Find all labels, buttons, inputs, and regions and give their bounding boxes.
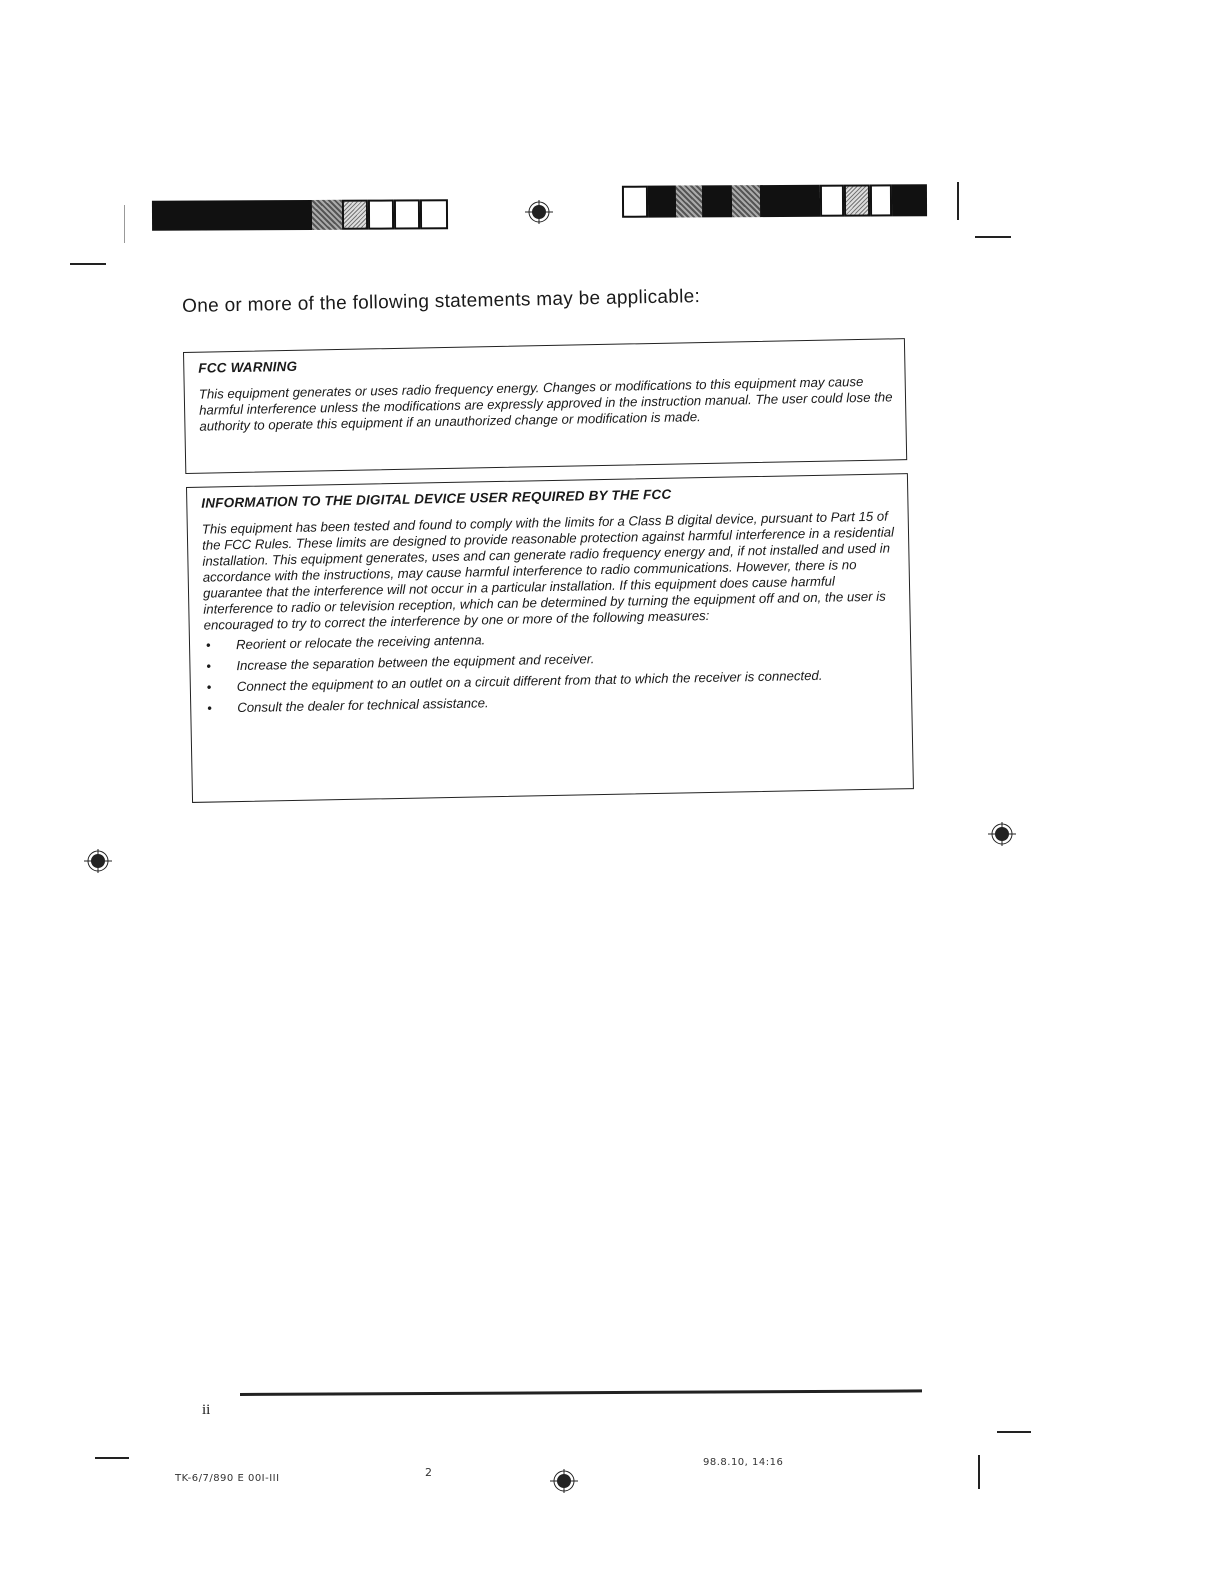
digital-device-info-box [186, 473, 914, 803]
registration-mark-icon [525, 198, 553, 226]
crop-mark [95, 1457, 129, 1459]
digital-device-body: This equipment has been tested and found to comply with the limits for a Class B digital device, pursuant to Part 15 of the FCC Rules. These limits are designed to provide reasonable protection against harmful interference in a residential installation. This equipment generates, uses and can generate radio frequency energy and, if not installed and used in accordance with the instructions, may cause harmful interference to radio communications. However, there is no guarantee that the interference will not occur in a particular installation. If this equipment does cause harmful interference to radio or television reception, which can be determined by turning the equipment off and on, the user is encouraged to try to correct the interference by one or more of the following measures: [201, 508, 895, 633]
crop-mark [975, 236, 1011, 238]
measures-list [204, 624, 899, 716]
registration-mark-icon [84, 847, 112, 875]
page-number: ii [202, 1402, 211, 1418]
registration-bar-right [622, 184, 927, 218]
registration-mark-icon [550, 1467, 578, 1495]
file-slug: TK-6/7/890 E 00I-III [175, 1473, 280, 1484]
print-timestamp: 98.8.10, 14:16 [703, 1457, 784, 1468]
crop-mark [978, 1455, 980, 1489]
crop-mark [997, 1431, 1031, 1433]
footer-rule [240, 1389, 922, 1396]
registration-mark-icon [988, 820, 1016, 848]
list-item: • Increase the separation between the equipment and receiver. [204, 645, 898, 674]
list-item: • Reorient or relocate the receiving antenna. [204, 624, 898, 653]
list-item: • Connect the equipment to an outlet on a circuit different from that to which the receiver is connected. [205, 666, 899, 695]
crop-mark [70, 263, 106, 265]
fcc-warning-title: FCC WARNING [198, 358, 298, 376]
sheet-number: 2 [425, 1466, 433, 1479]
registration-bar-left [152, 199, 452, 231]
crop-mark [957, 182, 959, 220]
list-item: • Consult the dealer for technical assistance. [205, 687, 899, 716]
crop-mark [124, 205, 125, 243]
digital-device-title: INFORMATION TO THE DIGITAL DEVICE USER REQUIRED BY THE FCC [201, 486, 672, 511]
fcc-warning-box [183, 338, 907, 474]
fcc-warning-body: This equipment generates or uses radio frequency energy. Changes or modifications to this equipment may cause harmful interference unless the modifications are expressly approved in the instruction manual. The user could lose the authority to operate this equipment if an unauthorized change or modification is made. [198, 373, 893, 434]
page-heading: One or more of the following statements may be applicable: [182, 286, 701, 317]
